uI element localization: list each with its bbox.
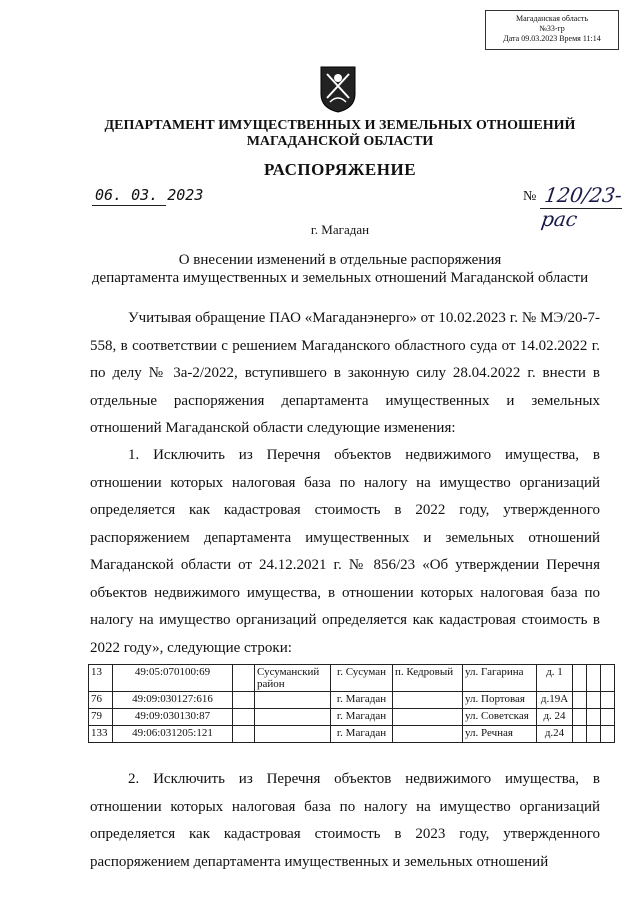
registration-stamp [485, 10, 619, 50]
table-cell [233, 709, 255, 726]
table-cell [601, 665, 615, 692]
table-cell: 13 [89, 665, 113, 692]
table-cell [587, 692, 601, 709]
table-row [89, 665, 615, 692]
table-cell [601, 726, 615, 743]
table-cell: Сусуманский район [255, 665, 331, 692]
table-cell [601, 692, 615, 709]
table-cell: п. Кедровый [393, 665, 463, 692]
table-cell: г. Сусуман [331, 665, 393, 692]
table-cell: д. 1 [537, 665, 573, 692]
item-1-paragraph: 1. Исключить из Перечня объектов недвижимого имущества, в отношении которых налоговая база по налогу на имущество организаций определяется как кадастровая стоимость в 2022 году, утвержденного распоряжением департамента имущественных и земельных отношений Магаданской области от 24.12.2021 г. № 856/23 «Об утверждении Перечня объектов недвижимого имущества, в отношении которых налоговая база по налогу на имущество организаций определяется как кадастровая стоимость в 2022 году», следующие строки: [90, 447, 600, 656]
table-cell [255, 726, 331, 743]
table-cell [255, 692, 331, 709]
table-cell: д.19А [537, 692, 573, 709]
stamp-datetime: Дата 09.03.2023 Время 11:14 [503, 34, 601, 43]
table-cell: ул. Советская [463, 709, 537, 726]
table-cell: г. Магадан [331, 709, 393, 726]
table-cell: ул. Речная [463, 726, 537, 743]
stamp-number: №33-гр [539, 24, 565, 33]
table-cell: 49:06:031205:121 [113, 726, 233, 743]
table-cell [393, 692, 463, 709]
table-row [89, 709, 615, 726]
table-cell [587, 709, 601, 726]
table-cell [573, 709, 587, 726]
city: г. Магадан [310, 222, 370, 237]
table-cell [233, 692, 255, 709]
table-cell: 49:09:030127:616 [113, 692, 233, 709]
excluded-objects-table [88, 664, 615, 743]
table-cell [601, 709, 615, 726]
item-2-paragraph: 2. Исключить из Перечня объектов недвижимого имущества, в отношении которых налоговая база по налогу на имущество организаций определяется как кадастровая стоимость в 2023 году, утвержденного распоряжением департамента имущественных и земельных отношений [90, 771, 600, 870]
table-cell: 133 [89, 726, 113, 743]
table-cell [233, 726, 255, 743]
stamp-region: Магаданская область [515, 14, 589, 23]
table-cell [233, 665, 255, 692]
number-underline [540, 208, 622, 209]
coat-of-arms-icon [318, 64, 358, 114]
date-underline [92, 205, 166, 206]
table-cell: 79 [89, 709, 113, 726]
table-row [89, 692, 615, 709]
table-cell [587, 665, 601, 692]
table-cell: 49:05:070100:69 [113, 665, 233, 692]
table-cell: ул. Гагарина [463, 665, 537, 692]
table-cell [393, 726, 463, 743]
table-body [89, 665, 615, 743]
document-subject [40, 251, 640, 287]
table-cell [573, 665, 587, 692]
table-cell [587, 726, 601, 743]
intro-paragraph: Учитывая обращение ПАО «Магаданэнерго» от 10.02.2023 г. № МЭ/20-7-558, в соответствии с решением Магаданского областного суда от 14.02.2022 г. по делу № 3а-2/2022, вступившего в законную силу 28.04.2022 г. внести в отдельные распоряжения департамента имущественных и земельных отношений Магаданской области следующие изменения: [90, 310, 600, 436]
table-cell: г. Магадан [331, 692, 393, 709]
table-cell: 76 [89, 692, 113, 709]
number-label: № [523, 189, 537, 204]
document-date: 06. 03. 2023 [95, 186, 204, 204]
subject-line2: департамента имущественных и земельных отношений Магаданской области [91, 270, 589, 286]
department-name-line2: МАГАДАНСКОЙ ОБЛАСТИ [246, 134, 434, 149]
table-cell: д.24 [537, 726, 573, 743]
table-cell [573, 692, 587, 709]
subject-line1: О внесении изменений в отдельные распоряжения [178, 252, 502, 268]
table-cell [393, 709, 463, 726]
document-number: 120/23-рас [539, 183, 624, 231]
table-cell: 49:09:030130:87 [113, 709, 233, 726]
document-type: РАСПОРЯЖЕНИЕ [263, 160, 417, 179]
table-cell: г. Магадан [331, 726, 393, 743]
table-cell [573, 726, 587, 743]
table-row [89, 726, 615, 743]
table-cell [255, 709, 331, 726]
table-cell: д. 24 [537, 709, 573, 726]
department-name-line1: ДЕПАРТАМЕНТ ИМУЩЕСТВЕННЫХ И ЗЕМЕЛЬНЫХ ОТНОШЕНИЙ [104, 118, 576, 133]
table-cell: ул. Портовая [463, 692, 537, 709]
